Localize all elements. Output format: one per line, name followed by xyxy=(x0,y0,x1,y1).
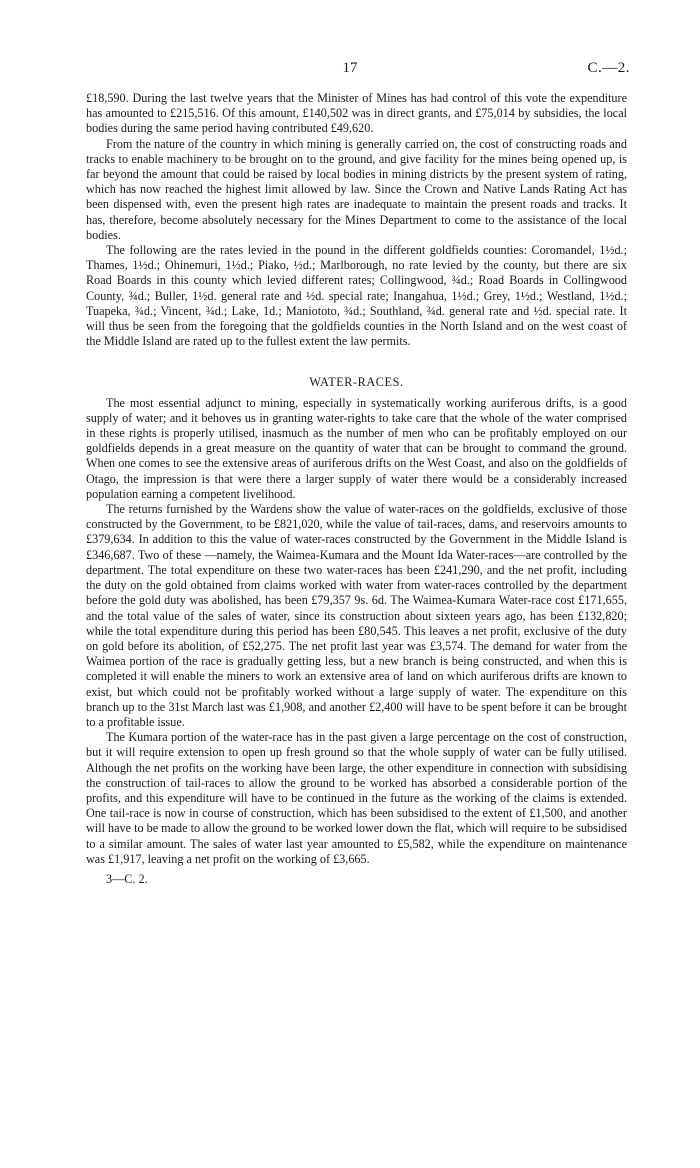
paragraph-water-races-2: The returns furnished by the Wardens show the value of water-races on the goldfields, exclusive of those constructed by the Government, to be £821,020, while the value of tail-races, dams, and reservoirs amounts to £379,634. In addition to this the value of water-races constructed by the Government in the Middle Island is £346,687. Two of these —namely, the Waimea-Kumara and the Mount Ida Water-races—are controlled by the department. The total expenditure on these two water-races has been £241,290, and the net profit, including the duty on the gold obtained from claims worked with water from water-races controlled by the department before the gold duty was abolished, has been £79,357 9s. 6d. The Waimea-Kumara Water-race cost £171,655, and the total value of the sales of water, since its construction about sixteen years ago, has been £132,820; while the total expenditure during this period has been £80,545. This leaves a net profit, exclusive of the duty on gold before its abolition, of £52,275. The net profit last year was £3,574. The demand for water from the Waimea portion of the race is gradually getting less, but a new branch is being constructed, and when this is completed it will enable the miners to work an extensive area of land on which auriferous drifts are known to exist, but which could not be profitably worked without a large supply of water. The expenditure on this branch up to the 31st March last was £1,908, and another £2,400 will have to be spent before it can be brought to a profitable issue. xyxy=(86,502,627,729)
body-text xyxy=(86,91,627,887)
paragraph-intro-3: The following are the rates levied in the pound in the different goldfields counties: Coromandel, 1½d.; Thames, 1½d.; Ohinemuri, 1½d.; Piako, ½d.; Marlborough, no rate levied by the county, but there are six Road Boards in this county which levied different rates; Collingwood, ¾d.; Road Boards in Collingwood County, ¾d.; Buller, 1½d. general rate and ½d. special rate; Inangahua, 1½d.; Grey, 1½d.; Westland, 1½d.; Tuapeka, ¾d.; Vincent, ¾d.; Lake, 1d.; Maniototo, ¾d.; Southland, ¾d. general rate and ½d. special rate. It will thus be seen from the foregoing that the goldfields counties in the North Island and on the west coast of the Middle Island are rated up to the fullest extent the law permits. xyxy=(86,243,627,349)
paragraph-intro-1: £18,590. During the last twelve years that the Minister of Mines has had control of this vote the expenditure has amounted to £215,516. Of this amount, £140,502 was in direct grants, and £75,014 by subsidies, the local bodies during the same period having contributed £49,620. xyxy=(86,91,627,136)
paragraph-intro-2: From the nature of the country in which mining is generally carried on, the cost of constructing roads and tracks to enable machinery to be brought on to the ground, and give facility for the mines being opened up, is far beyond the amount that could be raised by local bodies in mining districts by the present system of rating, which has now reached the highest limit allowed by law. Since the Crown and Native Lands Rating Act has been dispensed with, even the present high rates are inadequate to maintain the present roads and tracks. It has, therefore, become absolutely necessary for the Mines Department to come to the assistance of the local bodies. xyxy=(86,136,627,242)
page-signature: 3—C. 2. xyxy=(106,871,148,886)
section-heading-water-races: WATER-RACES. xyxy=(309,375,404,390)
page-number: 17 xyxy=(342,60,358,76)
document-reference: C.—2. xyxy=(587,60,630,76)
paragraph-water-races-1: The most essential adjunct to mining, especially in systematically working auriferous drifts, is a good supply of water; and it behoves us in granting water-rights to take care that the whole of the water comprised in these rights is properly utilised, inasmuch as the number of men who can be profitably employed on our goldfields depends in a great measure on the quantity of water that can be brought to command the ground. When one comes to see the extensive areas of auriferous drifts on the West Coast, and also on the goldfields of Otago, the impression is that were there a larger supply of water there would be a considerably increased population earning a competent livelihood. xyxy=(86,395,627,501)
paragraph-water-races-3: The Kumara portion of the water-race has in the past given a large percentage on the cost of construction, but it will require extension to open up fresh ground so that the whole supply of water can be fully utilised. Although the net profits on the working have been large, the other expenditure in connection with subsidising the construction of tail-races to allow the ground to be worked has absorbed a considerable portion of the profits, and this expenditure will have to be continued in the future as the working of the claims is extended. One tail-race is now in course of construction, which has been subsidised to the extent of £1,500, and another will have to be made to allow the ground to be worked lower down the flat, which will require to be subsidised to a similar amount. The sales of water last year amounted to £5,582, while the expenditure on maintenance was £1,917, leaving a net profit on the working of £3,665. xyxy=(86,730,627,866)
